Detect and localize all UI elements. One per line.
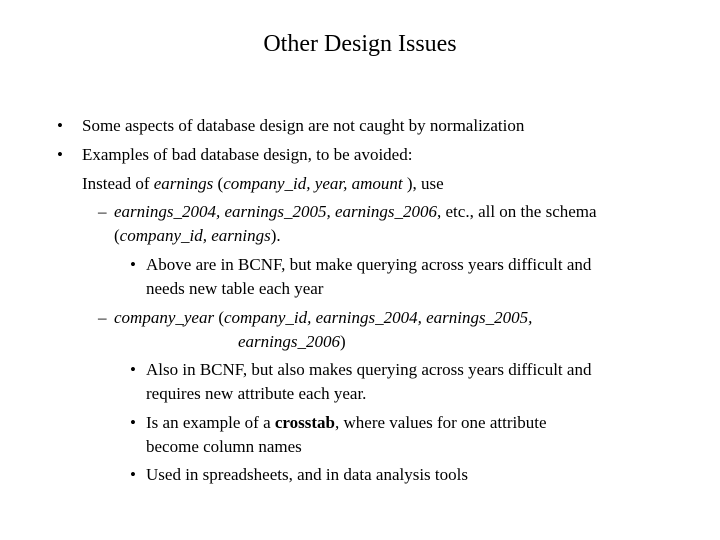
crosstab-term: crosstab: [274, 413, 336, 432]
sub2-item2-line1: [146, 413, 547, 433]
dash1-line2: (company_id, earnings).: [114, 226, 281, 245]
bullet-text-1: Some aspects of database design are not caught by normalization: [82, 116, 525, 135]
dash2-attrs-2: earnings_2006: [238, 332, 340, 351]
instead-prefix: Instead of: [82, 174, 154, 193]
dash1-relations: earnings_2004, earnings_2005, earnings_2006: [114, 202, 437, 221]
slide-title: Other Design Issues: [263, 31, 457, 57]
dash1-line1: [114, 202, 597, 222]
bullet-icon: •: [130, 360, 136, 379]
sub2-item2-post: , where values for one attribute: [335, 413, 547, 432]
instead-relation: earnings: [153, 174, 214, 193]
sub1-line1: Above are in BCNF, but make querying across years difficult and: [146, 255, 592, 274]
bullet-text-2: Examples of bad database design, to be avoided:: [82, 145, 413, 164]
dash2-line2: earnings_2006): [238, 332, 346, 351]
instead-attrs: company_id, year, amount: [223, 174, 403, 193]
instead-suffix: use: [421, 174, 444, 193]
sub2-item2-pre: Is an example of a: [146, 413, 275, 432]
sub2-item2-line2: become column names: [146, 437, 302, 456]
instead-line: Instead of earnings (company_id, year, amount ), use: [82, 174, 444, 193]
sub2-item1-line1: Also in BCNF, but also makes querying across years difficult and: [146, 360, 592, 379]
dash-icon: –: [98, 202, 107, 221]
sub2-item3: Used in spreadsheets, and in data analysis tools: [146, 465, 468, 484]
dash-icon: –: [98, 308, 107, 327]
dash1-schema: company_id, earnings: [119, 226, 271, 245]
sub1-line2: needs new table each year: [146, 279, 324, 298]
bullet-icon: •: [130, 255, 136, 274]
sub2-item1-line2: requires new attribute each year.: [146, 384, 367, 403]
dash1-rest: , etc., all on the schema: [437, 202, 597, 221]
bullet-icon: •: [57, 145, 63, 164]
dash2-relation: company_year: [114, 308, 215, 327]
bullet-icon: •: [130, 465, 136, 484]
dash2-attrs-1: company_id, earnings_2004, earnings_2005,: [224, 308, 533, 327]
bullet-icon: •: [130, 413, 136, 432]
dash2-line1: company_year (company_id, earnings_2004, earnings_2005,: [114, 308, 533, 327]
bullet-icon: •: [57, 116, 63, 135]
